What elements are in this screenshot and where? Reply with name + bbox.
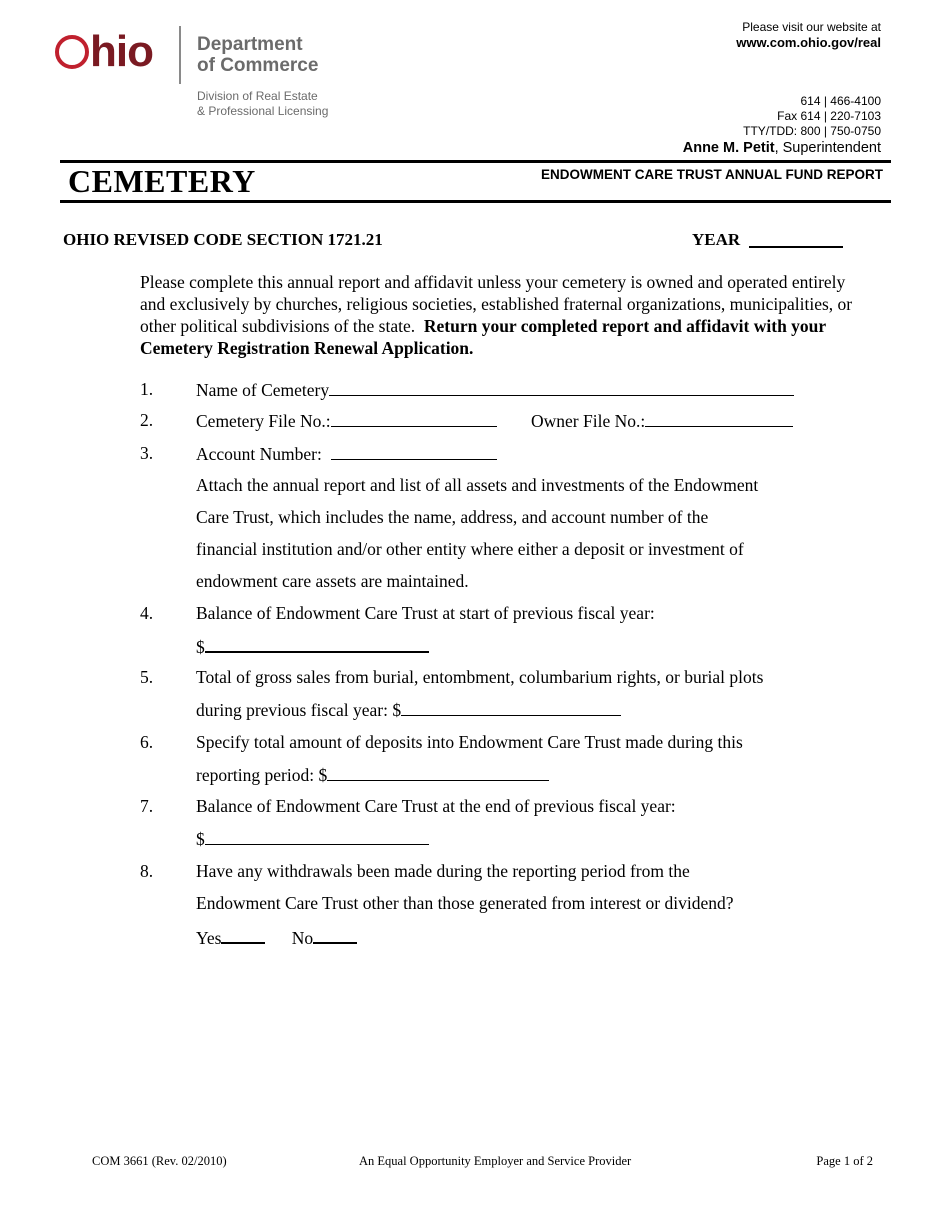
form-id: COM 3661 (Rev. 02/2010)	[92, 1154, 227, 1168]
gross-sales-field[interactable]	[401, 699, 621, 716]
deposits-label: reporting period: $	[196, 765, 328, 785]
website-block	[736, 20, 881, 50]
logo-divider	[179, 26, 181, 84]
attach-line-2: Care Trust, which includes the name, address, and account number of the	[196, 507, 709, 527]
page-title: CEMETERY	[68, 163, 256, 199]
intro-paragraph	[140, 271, 865, 359]
gross-sales-line-1: Total of gross sales from burial, entombment, columbarium rights, or burial plots	[196, 667, 764, 687]
title-rule-bottom	[60, 200, 891, 203]
name-of-cemetery-label: Name of Cemetery	[196, 380, 330, 400]
withdrawals-line-2: Endowment Care Trust other than those generated from interest or dividend?	[196, 893, 734, 913]
superintendent-title: , Superintendent	[774, 140, 881, 156]
balance-end-label: Balance of Endowment Care Trust at the end of previous fiscal year:	[196, 796, 676, 816]
year-label: YEAR	[692, 230, 741, 249]
owner-file-no-label: Owner File No.:	[531, 411, 646, 431]
cemetery-file-no-field[interactable]	[331, 410, 497, 427]
item-name-of-cemetery	[196, 379, 794, 401]
ohio-logo-text: hio	[90, 27, 153, 76]
department-line-1: Department	[197, 34, 303, 55]
withdrawals-line-1: Have any withdrawals been made during the reporting period from the	[196, 861, 690, 881]
website-intro: Please visit our website at	[742, 20, 881, 34]
deposits-line-1: Specify total amount of deposits into Endowment Care Trust made during this	[196, 732, 743, 752]
division-line-2: & Professional Licensing	[197, 104, 329, 118]
item-owner-file-no	[531, 410, 793, 432]
item-cemetery-file-no	[196, 410, 497, 432]
eeo-statement: An Equal Opportunity Employer and Service Provider	[359, 1154, 632, 1168]
gross-sales-amount	[196, 699, 621, 721]
dollar-sign: $	[196, 637, 205, 657]
ohio-logo-o-icon	[55, 35, 89, 69]
item-number: 6.	[140, 732, 154, 752]
attach-line-3: financial institution and/or other entity where either a deposit or investment of	[196, 539, 744, 559]
year-field[interactable]	[749, 246, 843, 248]
cemetery-file-no-label: Cemetery File No.:	[196, 411, 331, 431]
division-name	[197, 89, 328, 119]
intro-text: Please complete this annual report and affidavit unless your cemetery is owned and operated entirely and exclusively by churches, religious societies, established fraternal organizations, municipalities, or other political subdivisions of the state.	[140, 272, 853, 336]
page-subtitle: ENDOWMENT CARE TRUST ANNUAL FUND REPORT	[541, 167, 883, 182]
yes-field[interactable]	[221, 926, 265, 944]
item-number: 7.	[140, 796, 154, 816]
attach-line-1: Attach the annual report and list of all assets and investments of the Endowment	[196, 475, 759, 495]
balance-end-amount	[196, 828, 429, 850]
item-account-number	[196, 443, 497, 465]
ohio-logo	[55, 27, 153, 76]
balance-start-field[interactable]	[205, 635, 429, 653]
account-number-label: Account Number:	[196, 444, 322, 464]
website-link[interactable]: www.com.ohio.gov/real	[736, 35, 881, 50]
superintendent-name: Anne M. Petit	[682, 140, 775, 156]
department-line-2: of Commerce	[197, 55, 319, 76]
balance-start-amount	[196, 635, 429, 658]
balance-end-field[interactable]	[205, 828, 429, 845]
no-label: No	[291, 928, 314, 948]
item-number: 3.	[140, 443, 154, 463]
deposits-field[interactable]	[327, 764, 549, 781]
division-line-1: Division of Real Estate	[197, 89, 318, 103]
name-of-cemetery-field[interactable]	[329, 379, 794, 396]
page-number: Page 1 of 2	[816, 1154, 873, 1168]
yes-label: Yes	[196, 928, 222, 948]
tty-number: TTY/TDD: 800 | 750-0750	[743, 124, 881, 138]
item-number: 2.	[140, 410, 154, 430]
withdrawals-answer	[196, 926, 357, 949]
intro-bold-text: Return your completed report and affidavit with your Cemetery Registration Renewal Application.	[140, 316, 826, 358]
superintendent	[683, 140, 881, 156]
owner-file-no-field[interactable]	[645, 410, 793, 427]
attach-line-4: endowment care assets are maintained.	[196, 571, 469, 591]
item-number: 8.	[140, 861, 154, 881]
balance-start-label: Balance of Endowment Care Trust at start of previous fiscal year:	[196, 603, 655, 623]
gross-sales-label: during previous fiscal year: $	[196, 700, 402, 720]
item-number: 1.	[140, 379, 154, 399]
item-number: 4.	[140, 603, 154, 623]
phone-number: 614 | 466-4100	[800, 94, 881, 108]
deposits-amount	[196, 764, 549, 786]
contact-numbers	[743, 94, 881, 139]
dollar-sign: $	[196, 829, 205, 849]
code-section: OHIO REVISED CODE SECTION 1721.21	[63, 230, 383, 249]
item-number: 5.	[140, 667, 154, 687]
no-field[interactable]	[313, 926, 357, 944]
department-name	[197, 34, 318, 76]
fax-number: Fax 614 | 220-7103	[777, 109, 881, 123]
account-number-field[interactable]	[331, 443, 497, 460]
